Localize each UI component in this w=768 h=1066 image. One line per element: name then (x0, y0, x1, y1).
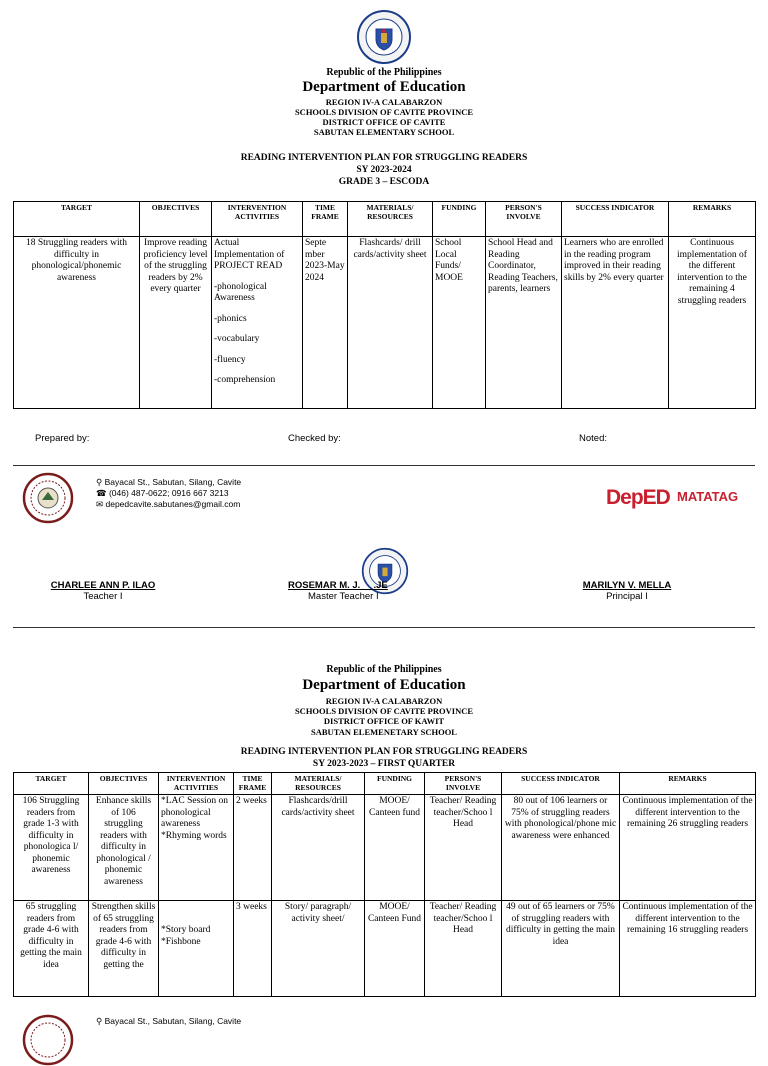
column-header: REMARKS (620, 773, 756, 795)
signatory-principal (567, 580, 687, 602)
signatory-master-teacher (288, 580, 418, 602)
persons-cell: Teacher/ Reading teacher/Schoo l Head (425, 901, 502, 997)
target-cell: 65 struggling readers from grade 4-6 with difficulty in getting the main idea (14, 901, 89, 997)
plan-sy: SY 2023-2023 – FIRST QUARTER (312, 759, 456, 769)
signatory-role: Principal I (606, 591, 648, 602)
plan-sy: SY 2023-2024 (356, 165, 412, 175)
success-cell: Learners who are enrolled in the reading program improved in their reading skills by 2% every quarter (562, 237, 669, 409)
email-line (96, 499, 241, 510)
target-cell: 106 Struggling readers from grade 1-3 with difficulty in phonologica l/ phonemic awareness (14, 795, 89, 901)
materials-cell: Flashcards/drill cards/activity sheet (272, 795, 365, 901)
remarks-cell: Continuous implementation of the different intervention to the remaining 16 struggling readers (620, 901, 756, 997)
funding-cell: MOOE/ Canteen Fund (365, 901, 425, 997)
column-header: FUNDING (433, 202, 486, 237)
department-title: Department of Education (302, 677, 466, 693)
region-label: REGION IV-A CALABARZON (325, 97, 443, 107)
footer-divider (13, 465, 755, 466)
school-label: SABUTAN ELEMENETARY SCHOOL (311, 727, 457, 737)
time-frame-cell: 3 weeks (234, 901, 272, 997)
column-header: TARGET (14, 202, 140, 237)
division-label: SCHOOLS DIVISION OF CAVITE PROVINCE (294, 107, 474, 117)
signatory-role: Teacher I (83, 591, 123, 602)
school-label: SABUTAN ELEMENTARY SCHOOL (313, 127, 455, 137)
activities-cell (212, 237, 303, 409)
school-logo-icon (22, 1014, 74, 1066)
phone-line (96, 488, 241, 499)
column-header: PERSON'S INVOLVE (425, 773, 502, 795)
deped-logo-text: DepED (606, 486, 670, 509)
prepared-by-label: Prepared by: (35, 433, 90, 444)
activity-item: -phonological Awareness (214, 281, 267, 303)
location-pin-icon: ⚲ (96, 1016, 103, 1026)
success-cell: 80 out of 106 learners or 75% of struggling readers with phonological/phone mic awareness were enhanced (502, 795, 620, 901)
school-logo-icon (22, 472, 74, 524)
activity-item: Actual Implementation of PROJECT READ (214, 238, 285, 271)
column-header: OBJECTIVES (89, 773, 159, 795)
page-divider (13, 627, 755, 628)
signatory-name: CHARLEE ANN P. ILAO (50, 580, 156, 591)
activities-cell (159, 901, 234, 997)
division-label: SCHOOLS DIVISION OF CAVITE PROVINCE (294, 706, 474, 716)
district-label: DISTRICT OFFICE OF CAVITE (322, 117, 446, 127)
table-row (14, 795, 756, 901)
success-cell: 49 out of 65 learners or 75% of struggling readers with difficulty in getting the main idea (502, 901, 620, 997)
column-header: SUCCESS INDICATOR (562, 202, 669, 237)
column-header: INTERVENTION ACTIVITIES (212, 202, 303, 237)
address-line (96, 477, 241, 488)
deped-seal-icon (356, 9, 412, 65)
activities-text: *Story board *Fishbone (161, 925, 211, 947)
activity-item: -fluency (214, 354, 246, 365)
column-header: OBJECTIVES (140, 202, 212, 237)
signatory-name: MARILYN V. MELLA (582, 580, 672, 591)
signatory-teacher (33, 580, 173, 602)
envelope-icon: ✉ (96, 499, 104, 509)
table-row (14, 237, 756, 409)
column-header: MATERIALS/ RESOURCES (348, 202, 433, 237)
table-header-row (14, 773, 756, 795)
column-header: SUCCESS INDICATOR (502, 773, 620, 795)
target-cell: 18 Struggling readers with difficulty in phonological/phonemic awareness (14, 237, 140, 409)
remarks-cell: Continuous implementation of the different intervention to the remaining 4 struggling readers (669, 237, 756, 409)
remarks-cell: Continuous implementation of the different intervention to the remaining 26 struggling readers (620, 795, 756, 901)
column-header: INTERVENTION ACTIVITIES (159, 773, 234, 795)
activity-item: -phonics (214, 313, 247, 324)
signatory-name: ROSEMAR M. J. .JE (288, 580, 388, 591)
phone-icon: ☎ (96, 488, 107, 498)
noted-label: Noted: (579, 433, 607, 444)
column-header: TIME FRAME (234, 773, 272, 795)
time-frame-cell: 2 weeks (234, 795, 272, 901)
plan-title: READING INTERVENTION PLAN FOR STRUGGLING READERS (240, 747, 528, 757)
activity-item: -comprehension (214, 375, 276, 385)
materials-cell: Story/ paragraph/ activity sheet/ (272, 901, 365, 997)
republic-label: Republic of the Philippines (326, 67, 442, 78)
republic-label: Republic of the Philippines (326, 664, 442, 675)
table-header-row (14, 202, 756, 237)
department-title: Department of Education (302, 79, 466, 95)
persons-cell: School Head and Reading Coordinator, Reading Teachers, parents, learners (486, 237, 562, 409)
persons-cell: Teacher/ Reading teacher/Schoo l Head (425, 795, 502, 901)
funding-cell: MOOE/ Canteen fund (365, 795, 425, 901)
plan-grade: GRADE 3 – ESCODA (338, 177, 430, 187)
time-frame-cell: Septe mber 2023-May 2024 (303, 237, 348, 409)
address-text: Bayacal St., Sabutan, Silang, Cavite (104, 1016, 242, 1026)
table-row (14, 901, 756, 997)
matatag-logo: MATATAG (677, 489, 739, 504)
location-pin-icon: ⚲ (96, 477, 103, 487)
district-label: DISTRICT OFFICE OF KAWIT (323, 716, 445, 726)
objectives-cell: Enhance skills of 106 struggling readers with difficulty in phonological / phonemic awareness (89, 795, 159, 901)
column-header: PERSON'S INVOLVE (486, 202, 562, 237)
deped-logo (606, 486, 670, 510)
column-header: TIME FRAME (303, 202, 348, 237)
address-text: Bayacal St., Sabutan, Silang, Cavite (104, 477, 242, 487)
intervention-table-2 (13, 772, 756, 997)
column-header: MATERIALS/ RESOURCES (272, 773, 365, 795)
objectives-cell: Improve reading proficiency level of the struggling readers by 2% every quarter (140, 237, 212, 409)
activities-cell: *LAC Session on phonological awareness *Rhyming words (159, 795, 234, 901)
address-line (96, 1016, 241, 1027)
signatory-role: Master Teacher I (308, 591, 379, 602)
intervention-table-1 (13, 201, 756, 409)
objectives-cell: Strengthen skills of 65 struggling readers from grade 4-6 with difficulty in getting the (89, 901, 159, 997)
funding-cell: School Local Funds/ MOOE (433, 237, 486, 409)
column-header: REMARKS (669, 202, 756, 237)
column-header: TARGET (14, 773, 89, 795)
email-text: depedcavite.sabutanes@gmail.com (105, 499, 241, 509)
activity-item: -vocabulary (214, 334, 260, 344)
checked-by-label: Checked by: (288, 433, 341, 444)
region-label: REGION IV-A CALABARZON (325, 696, 443, 706)
plan-title: READING INTERVENTION PLAN FOR STRUGGLING READERS (240, 153, 528, 163)
phone-text: (046) 487-0622; 0916 667 3213 (108, 488, 229, 498)
column-header: FUNDING (365, 773, 425, 795)
materials-cell: Flashcards/ drill cards/activity sheet (348, 237, 433, 409)
